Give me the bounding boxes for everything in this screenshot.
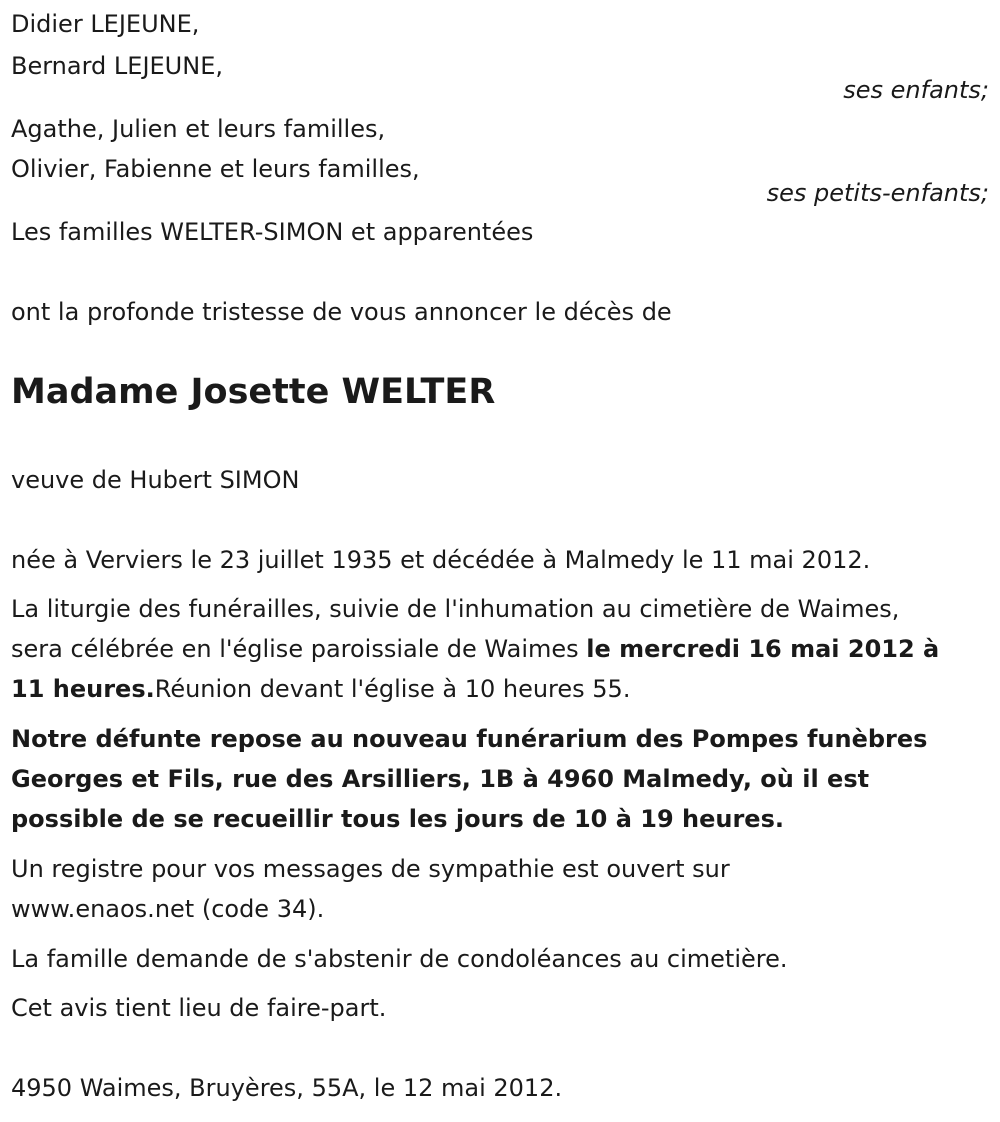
child-name-2: Bernard LEJEUNE, bbox=[11, 52, 223, 80]
deceased-name: Madame Josette WELTER bbox=[11, 372, 496, 412]
funeral-date-bold: le mercredi 16 mai 2012 à bbox=[586, 635, 940, 663]
families-line: Les familles WELTER-SIMON et apparentées bbox=[11, 218, 534, 246]
grandchildren-role: ses petits-enfants; bbox=[766, 179, 989, 207]
children-role: ses enfants; bbox=[843, 76, 989, 104]
notice-line: Cet avis tient lieu de faire-part. bbox=[11, 994, 387, 1022]
birth-death-line: née à Verviers le 23 juillet 1935 et décédée à Malmedy le 11 mai 2012. bbox=[11, 546, 871, 574]
grandchild-name-1: Agathe, Julien et leurs familles, bbox=[11, 115, 386, 143]
funerarium-line-2: Georges et Fils, rue des Arsilliers, 1B à 4960 Malmedy, où il est bbox=[11, 765, 870, 793]
funeral-line-2-text: sera célébrée en l'église paroissiale de Waimes bbox=[11, 635, 587, 663]
announcement-line: ont la profonde tristesse de vous annoncer le décès de bbox=[11, 298, 672, 326]
address-date-line: 4950 Waimes, Bruyères, 55A, le 12 mai 2012. bbox=[11, 1074, 563, 1102]
register-line-1: Un registre pour vos messages de sympathie est ouvert sur bbox=[11, 855, 730, 883]
funeral-time-bold: 11 heures. bbox=[11, 675, 155, 703]
funerarium-line-3: possible de se recueillir tous les jours de 10 à 19 heures. bbox=[11, 805, 784, 833]
register-line-2: www.enaos.net (code 34). bbox=[11, 895, 325, 923]
funerarium-line-1: Notre défunte repose au nouveau funérarium des Pompes funèbres bbox=[11, 725, 928, 753]
grandchild-name-2: Olivier, Fabienne et leurs familles, bbox=[11, 155, 420, 183]
widow-of-line: veuve de Hubert SIMON bbox=[11, 466, 300, 494]
condolences-line: La famille demande de s'abstenir de condoléances au cimetière. bbox=[11, 945, 788, 973]
funeral-line-1: La liturgie des funérailles, suivie de l'inhumation au cimetière de Waimes, bbox=[11, 595, 900, 623]
funeral-line-2 bbox=[11, 629, 939, 669]
child-name-1: Didier LEJEUNE, bbox=[11, 10, 200, 38]
gathering-text: Réunion devant l'église à 10 heures 55. bbox=[154, 675, 631, 703]
funeral-line-3 bbox=[11, 669, 630, 709]
